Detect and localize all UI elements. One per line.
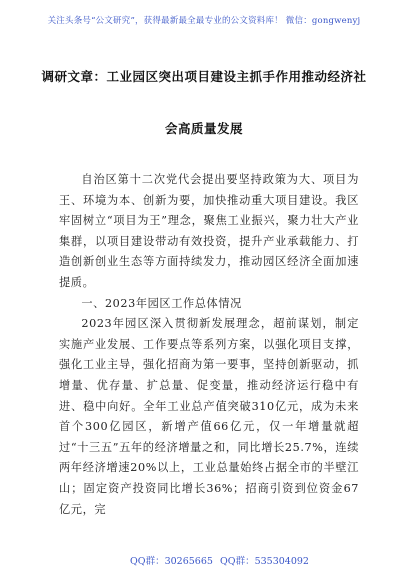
document-title-line-2: 会高质量发展 — [164, 121, 243, 136]
qq-group-1: QQ群：30265665 — [130, 556, 213, 567]
qq-group-2: QQ群：535304092 — [220, 556, 309, 567]
promo-banner: 关注头条号“公文研究”，获得最新最全最专业的公文资料库！ 微信：gongwenyj — [47, 16, 361, 26]
section-heading: 一、2023年园区工作总体情况 — [81, 296, 242, 310]
document-body — [59, 170, 359, 520]
document-title-line-1: 调研文章：工业园区突出项目建设主抓手作用推动经济社 — [41, 69, 367, 84]
intro-paragraph: 自治区第十二次党代会提出要坚持政策为大、项目为王、环境为本、创新为要，加快推动重大项目建设。我区牢固树立“项目为王”理念，聚焦工业振兴，聚力壮大产业集群，以项目建设带动有效投资，提升产业承载能力、打造创新创业生态等方面持续发力，推动园区经济全面加速提质。 — [59, 173, 359, 289]
section-paragraph: 2023年园区深入贯彻新发展理念，超前谋划，制定实施产业发展、工作要点等系列方案，以强化项目支撑，强化工业主导，强化招商为第一要事，坚持创新驱动，抓增量、优存量、扩总量、促变量，推动经济运行稳中有进、稳中向好。全年工业总产值突破310亿元，成为未来首个300亿园区，新增产值66亿元，仅一年增量就超过“十三五”五年的经济增量之和，同比增长25.7%，连续两年经济增速20%以上，工业总量始终占据全市的半壁江山；固定资产投资同比增长36%；招商引资到位资金67亿元，完 — [59, 317, 359, 516]
